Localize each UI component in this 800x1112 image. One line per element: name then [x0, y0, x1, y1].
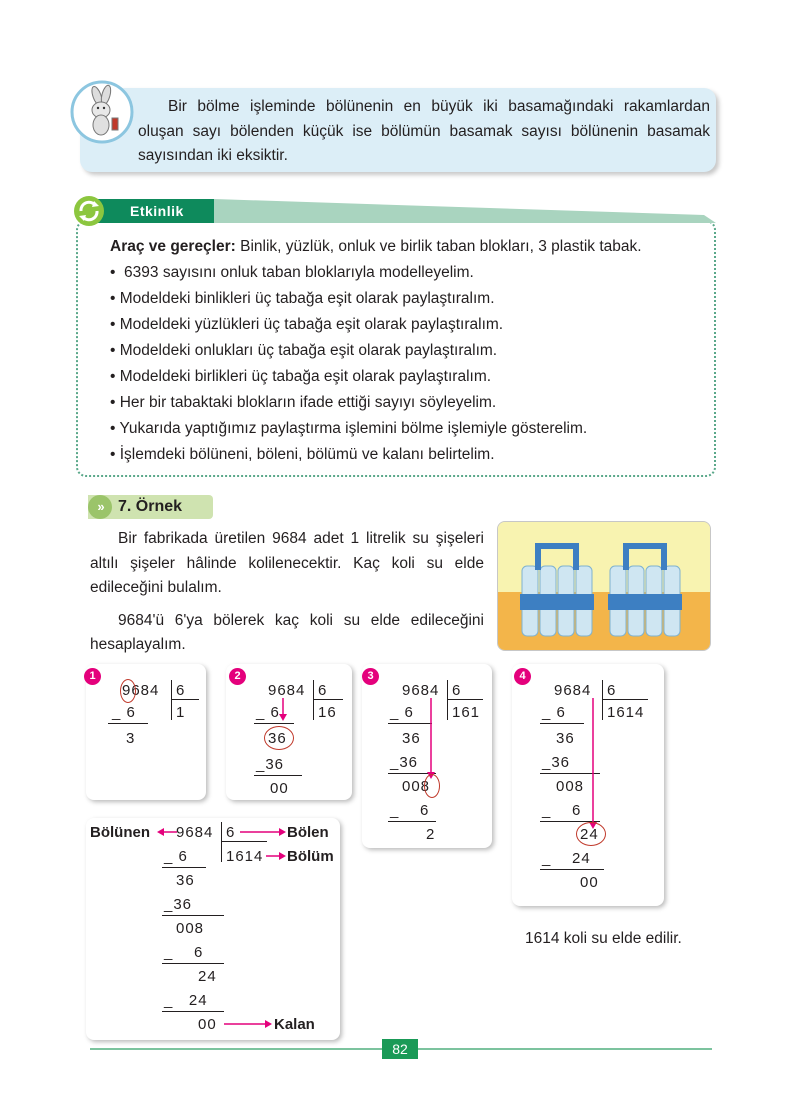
remainder: 36	[402, 730, 421, 747]
step-number: 1	[84, 668, 101, 685]
activity-tools	[110, 234, 642, 260]
right-arrow	[266, 850, 286, 862]
remainder: 2	[426, 826, 436, 843]
step-number: 2	[229, 668, 246, 685]
remainder: 24	[580, 826, 599, 843]
remainder: 008	[402, 778, 431, 795]
list-item: • Modeldeki birlikleri üç tabağa eşit olarak paylaştıralım.	[110, 368, 492, 385]
bunny-mascot-icon	[70, 80, 134, 144]
step-3-panel	[362, 664, 492, 848]
tools-label: Araç ve gereçler:	[110, 238, 236, 255]
list-item-text: Modeldeki onlukları üç tabağa eşit olarak paylaştıralım.	[119, 342, 498, 359]
division-bar	[313, 680, 314, 720]
dividend: 9684	[268, 682, 306, 699]
list-item: • İşlemdeki bölüneni, böleni, bölümü ve kalanı belirtelim.	[110, 446, 495, 463]
remainder: 00	[580, 874, 599, 891]
dividend: 9684	[176, 824, 214, 841]
divisor: 6	[176, 682, 186, 699]
remainder: 008	[176, 920, 205, 937]
subtraction-line	[388, 821, 436, 822]
remainder: 3	[126, 730, 136, 747]
water-bottles-image	[497, 521, 711, 651]
example-paragraph-2: 9684'ü 6'ya bölerek kaç koli su elde edileceğini hesaplayalım.	[90, 611, 484, 653]
division-bar	[171, 680, 172, 720]
example-paragraph-1: Bir fabrikada üretilen 9684 adet 1 litrelik su şişeleri altılı şişeler hâlinde kolilenecektir. Kaç koli su elde edileceğini bulalım.	[90, 530, 484, 596]
subtraction-line	[540, 869, 604, 870]
step-4-panel	[512, 664, 664, 906]
highlight-circle	[576, 822, 606, 846]
subtrahend: _ 6	[112, 704, 136, 721]
step-number: 3	[362, 668, 379, 685]
step-2-panel	[226, 664, 352, 800]
divisor: 6	[226, 824, 236, 841]
division-bar	[602, 680, 603, 720]
divisor: 6	[607, 682, 617, 699]
list-item-text: Modeldeki yüzlükleri üç tabağa eşit olarak paylaştıralım.	[119, 316, 504, 333]
subtrahend: _36	[542, 754, 571, 771]
double-chevron-icon: »	[88, 495, 112, 519]
subtraction-line	[108, 723, 148, 724]
page-number: 82	[382, 1039, 418, 1059]
subtrahend: _ 6	[542, 704, 566, 721]
step-number: 4	[514, 668, 531, 685]
dividend: 9684	[402, 682, 440, 699]
remainder: 00	[198, 1016, 217, 1033]
subtraction-line	[254, 723, 294, 724]
bring-down-arrow	[278, 698, 288, 722]
divisor-label: Bölen	[287, 824, 329, 841]
left-arrow	[157, 826, 177, 838]
recycle-icon	[72, 194, 106, 228]
subtraction-line	[162, 867, 206, 868]
list-item: • Modeldeki onlukları üç tabağa eşit olarak paylaştıralım.	[110, 342, 498, 359]
bring-down-arrow	[588, 698, 598, 830]
dividend: 9684	[554, 682, 592, 699]
subtrahend: _ 6	[164, 944, 204, 961]
activity-title: Etkinlik	[96, 199, 214, 223]
example-title: 7. Örnek	[118, 498, 183, 515]
result-text: 1614 koli su elde edilir.	[525, 930, 682, 947]
division-bar	[447, 680, 448, 720]
subtrahend: _ 6	[390, 704, 414, 721]
subtrahend: _ 6	[164, 848, 188, 865]
quotient-label: Bölüm	[287, 848, 334, 865]
highlight-circle	[264, 726, 294, 750]
list-item: • Her bir tabaktaki blokların ifade ettiği sayıyı söyleyelim.	[110, 394, 497, 411]
quotient: 16	[318, 704, 337, 721]
subtraction-line	[162, 915, 224, 916]
subtraction-line	[162, 1011, 224, 1012]
list-item-text: İşlemdeki bölüneni, böleni, bölümü ve kalanı belirtelim.	[119, 446, 495, 463]
quotient: 1614	[226, 848, 264, 865]
list-item-text: Her bir tabaktaki blokların ifade ettiği sayıyı söyleyelim.	[119, 394, 497, 411]
list-item: • 6393 sayısını onluk taban bloklarıyla modelleyelim.	[110, 264, 474, 281]
subtraction-line	[162, 963, 224, 964]
divisor: 6	[452, 682, 462, 699]
bring-down-arrow	[426, 698, 436, 780]
list-item-text: 6393 sayısını onluk taban bloklarıyla modelleyelim.	[124, 264, 474, 281]
remainder: 008	[556, 778, 585, 795]
subtraction-line	[254, 775, 302, 776]
remainder: 00	[270, 780, 289, 797]
list-item-text: Modeldeki birlikleri üç tabağa eşit olarak paylaştıralım.	[119, 368, 492, 385]
subtrahend: _ 6	[256, 704, 280, 721]
activity-list	[110, 234, 642, 468]
subtrahend: _ 6	[542, 802, 582, 819]
subtrahend: _ 24	[164, 992, 208, 1009]
highlight-circle	[424, 774, 440, 798]
subtraction-line	[540, 723, 584, 724]
list-item: • Modeldeki binlikleri üç tabağa eşit olarak paylaştıralım.	[110, 290, 495, 307]
quotient: 1614	[607, 704, 645, 721]
dividend-label: Bölünen	[90, 824, 150, 841]
list-item-text: Modeldeki binlikleri üç tabağa eşit olarak paylaştıralım.	[119, 290, 495, 307]
right-arrow	[240, 826, 286, 838]
dividend: 9684	[122, 682, 160, 699]
subtrahend: _36	[390, 754, 419, 771]
subtrahend: _36	[164, 896, 193, 913]
highlight-circle	[120, 679, 136, 703]
subtrahend: _36	[256, 756, 285, 773]
example-text	[90, 527, 484, 658]
tools-text: Binlik, yüzlük, onluk ve birlik taban blokları, 3 plastik tabak.	[235, 238, 642, 255]
remainder: 36	[176, 872, 195, 889]
divisor: 6	[318, 682, 328, 699]
quotient: 1	[176, 704, 186, 721]
list-item: • Modeldeki yüzlükleri üç tabağa eşit olarak paylaştıralım.	[110, 316, 504, 333]
remainder: 24	[198, 968, 217, 985]
division-bar	[221, 822, 222, 862]
info-text: Bir bölme işleminde bölünenin en büyük iki basamağındaki rakamlardan oluşan sayı bölenden küçük ise bölümün basamak sayısı bölünenin basamak sayısından iki eksiktir.	[138, 98, 710, 164]
remainder-label: Kalan	[274, 1016, 315, 1033]
quotient: 161	[452, 704, 481, 721]
list-item-text: Yukarıda yaptığımız paylaştırma işlemini bölme işlemiyle gösterelim.	[119, 420, 588, 437]
right-arrow	[224, 1018, 272, 1030]
subtrahend: _ 24	[542, 850, 591, 867]
list-item: • Yukarıda yaptığımız paylaştırma işlemini bölme işlemiyle gösterelim.	[110, 420, 588, 437]
subtrahend: _ 6	[390, 802, 430, 819]
step-1-panel	[86, 664, 206, 800]
remainder: 36	[268, 730, 287, 747]
remainder: 36	[556, 730, 575, 747]
activity-header-band	[214, 199, 716, 223]
